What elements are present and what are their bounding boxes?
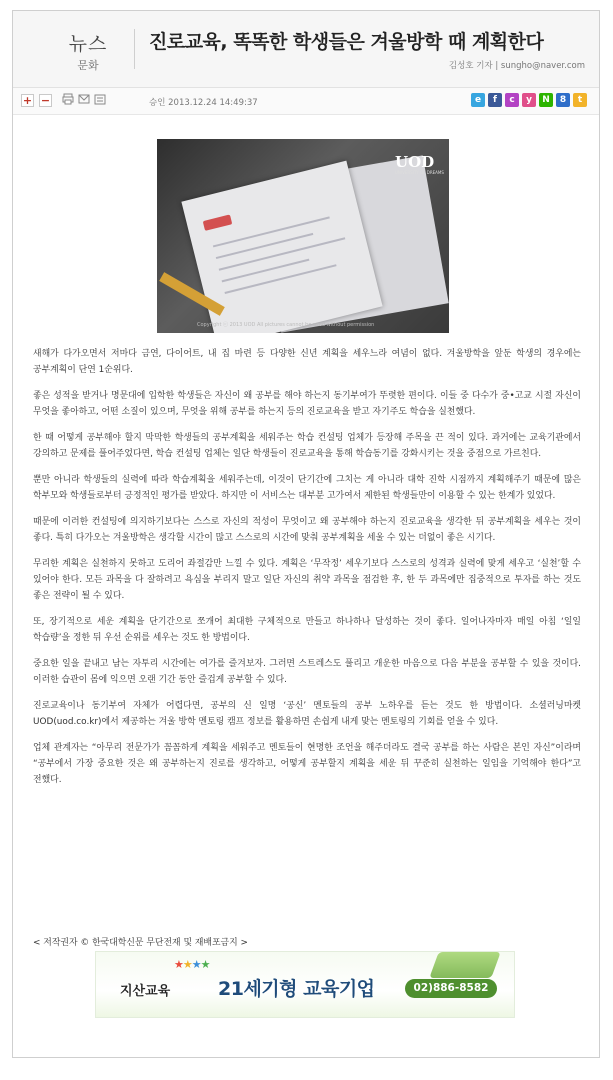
- section-label: [53, 29, 123, 73]
- share-twitter-icon[interactable]: t: [573, 93, 587, 107]
- section-main[interactable]: 뉴스: [68, 33, 108, 55]
- article-paragraph: 또, 장기적으로 세운 계획을 단기간으로 쪼개어 최대한 구체적으로 만들고 하나하나 달성하는 것이 좋다. 일어나자마자 매일 아침 ‘일일 학습량’을 정한 뒤 우선 순위를 세우는 것도 한 방법이다.: [33, 617, 581, 643]
- scrap-icon[interactable]: [93, 93, 106, 106]
- photo-paper-line: [216, 233, 314, 259]
- font-larger-button[interactable]: +: [22, 94, 33, 107]
- article-toolbar: [13, 88, 599, 115]
- article-header: [13, 11, 599, 88]
- article-paragraph: 뿐만 아니라 학생들의 실력에 따라 학습계획을 세워주는데, 이것이 단기간에 그치는 게 아니라 대학 진학 시점까지 계획해주기 때문에 많은 학부모와 학생들로부터 긍정적인 평가를 받았다. 하지만 이 서비스는 대부분 고가여서 제한된 학생들만이 이용할 수 있는 한계가 있었다.: [33, 475, 581, 501]
- article-paragraph: 무리한 계획은 실천하지 못하고 도리어 좌절감만 느낄 수 있다. 계획은 ‘무작정’ 세우기보다 스스로의 성격과 실력에 맞게 세우고 ‘실천’할 수 있어야 한다. 모든 과목을 다 잘하려고 욕심을 부리지 말고 일단 자신의 취약 과목을 점검한 후, 한 두 과목에만 집중적으로 투자를 하는 것도 좋은 전략이 될 수 있다.: [33, 559, 581, 601]
- article-paragraph: 때문에 이러한 컨설팅에 의지하기보다는 스스로 자신의 적성이 무엇이고 왜 공부해야 하는지 진로교육을 생각한 뒤 공부계획을 세우는 것이 좋다. 특히 다가오는 겨울방학은 생각할 시간이 많고 스스로의 시간에 맞춰 공부계획을 세울 수 있는 더없이 좋은 시기다.: [33, 517, 581, 543]
- photo-paper-line: [224, 264, 336, 294]
- article-frame: [12, 10, 600, 1058]
- font-smaller-button[interactable]: −: [40, 94, 51, 107]
- banner-phone: 02)886-8582: [405, 979, 497, 998]
- photo-logo-sub: UNIVERSITY OF DREAMS: [395, 170, 444, 175]
- article-paragraph: 새해가 다가오면서 저마다 금연, 다이어트, 내 집 마련 등 다양한 신년 계획을 세우느라 여념이 없다. 겨울방학을 앞둔 학생의 경우에는 공부계획이 단연 1순위다.: [33, 349, 581, 375]
- article-paragraph: 업체 관계자는 “아무리 전문가가 꼼꼼하게 계획을 세워주고 멘토들이 현명한 조언을 해주더라도 결국 공부를 하는 사람은 본인 자신”이라며 “공부에서 가장 중요한 것은 왜 공부하는지 진로를 생각하고, 어떻게 공부할지 계획을 세운 뒤 꾸준히 실천하는 일임을 기억해야 한다”고 전했다.: [33, 743, 581, 785]
- banner-stars-icon: ★★★★: [174, 958, 210, 971]
- copyright-notice: < 저작권자 © 한국대학신문 무단전재 및 재배포금지 >: [33, 938, 248, 948]
- article-photo: [157, 139, 449, 333]
- banner-book-graphic: [429, 952, 500, 978]
- photo-logo: UOD: [395, 153, 435, 171]
- article-paragraph: 한 때 어떻게 공부해야 할지 막막한 학생들의 공부계획을 세워주는 학습 컨설팅 업체가 등장해 주목을 끈 적이 있다. 과거에는 교육기관에서 강의하고 문제를 풀어주었다면, 학습 컨설팅 업체는 일단 학생들이 진로교육을 통해 학습동기를 강화시키는 것을 중점으로 가르친다.: [33, 433, 581, 459]
- share-me2day-icon[interactable]: e: [471, 93, 485, 107]
- photo-paper-line: [222, 259, 310, 283]
- share-google-icon[interactable]: 8: [556, 93, 570, 107]
- article-byline: 김성호 기자 | sungho@naver.com: [448, 61, 585, 71]
- header-divider: [134, 29, 135, 69]
- share-naver-icon[interactable]: N: [539, 93, 553, 107]
- share-yozm-icon[interactable]: y: [522, 93, 536, 107]
- photo-paper-tag: [203, 214, 233, 230]
- banner-brand: 지산교육: [120, 984, 171, 999]
- ad-banner[interactable]: [95, 951, 515, 1018]
- share-cyworld-icon[interactable]: c: [505, 93, 519, 107]
- article-paragraph: 좋은 성적을 받거나 명문대에 입학한 학생들은 자신이 왜 공부를 해야 하는지 동기부여가 뚜렷한 편이다. 이들 중 다수가 중•고교 시절 자신이 무엇을 좋아하고, 어떤 소질이 있으며, 무엇을 위해 공부를 하는지 등의 진로교육을 받고 자기주도 학습을 실천했다.: [33, 391, 581, 417]
- printer-icon[interactable]: [61, 93, 74, 106]
- article-body: [33, 346, 581, 798]
- article-paragraph: 중요한 일을 끝내고 남는 자투리 시간에는 여가를 즐겨보자. 그러면 스트레스도 풀리고 개운한 마음으로 다음 부분을 공부할 수 있을 것이다. 이러한 습관이 몸에 익으면 오랜 기간 동안 즐겁게 공부할 수 있다.: [33, 659, 581, 685]
- article-title: 진로교육, 똑똑한 학생들은 겨울방학 때 계획한다: [149, 31, 544, 53]
- mail-icon[interactable]: [77, 93, 90, 106]
- section-sub[interactable]: 문화: [77, 59, 99, 72]
- photo-copyright: Copyright ⓒ 2013 UOD All pictures cannot be used without permission: [197, 322, 375, 328]
- article-paragraph: 진로교육이나 동기부여 자체가 어렵다면, 공부의 신 일명 ‘공신’ 멘토들의 공부 노하우를 듣는 것도 한 방법이다. 소셜러닝마켓 UOD(uod.co.kr)에서 제공하는 겨울 방학 멘토링 캠프 정보를 활용하면 손쉽게 내게 맞는 멘토링의 기회를 얻을 수 있다.: [33, 701, 581, 727]
- banner-slogan: 21세기형 교육기업: [218, 978, 375, 1000]
- publish-date: 승인 2013.12.24 14:49:37: [149, 98, 258, 108]
- share-facebook-icon[interactable]: f: [488, 93, 502, 107]
